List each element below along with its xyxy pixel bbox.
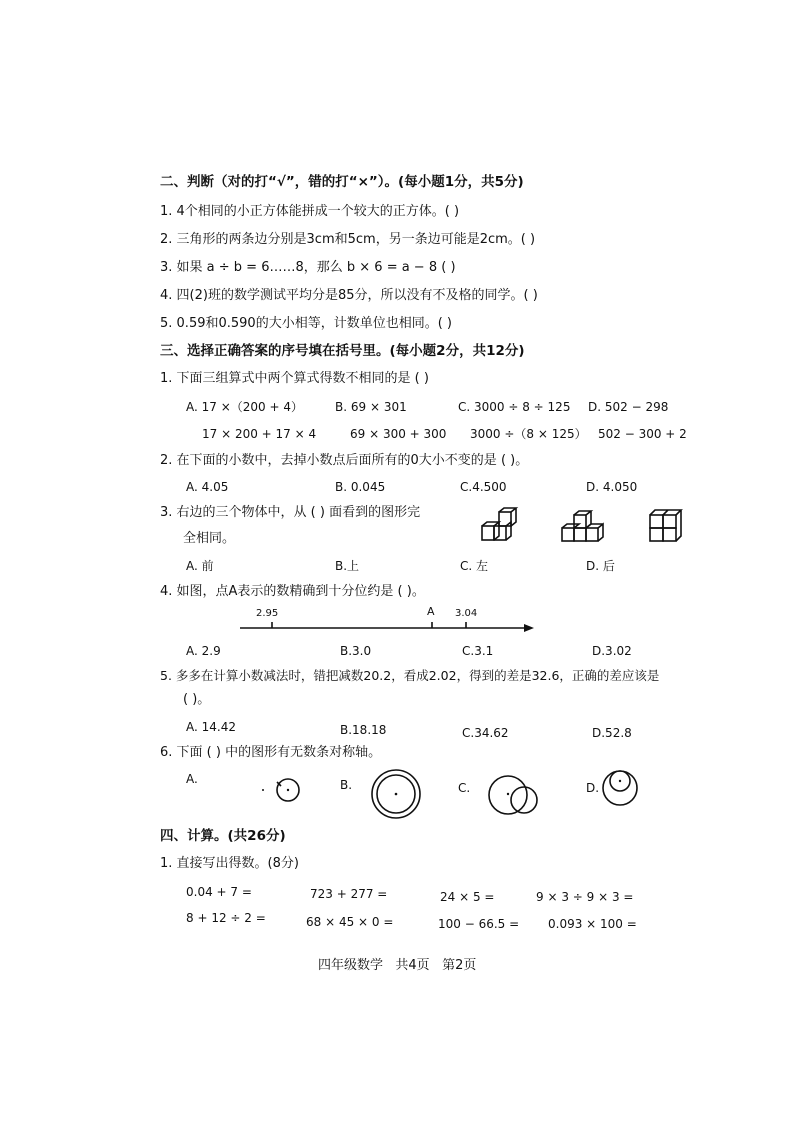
- judge-item-1: 1. 4个相同的小正方体能拼成一个较大的正方体。( ): [160, 204, 460, 219]
- q3-option-d: D. 后: [586, 559, 615, 573]
- q6-option-d-label: D.: [586, 781, 600, 795]
- choice-q3-stem-line2: 全相同。: [183, 531, 236, 546]
- q1-option-c-line2: 3000 ÷（8 × 125）: [470, 427, 587, 441]
- choice-q5-stem-line2: ( )。: [183, 692, 211, 707]
- judge-item-5: 5. 0.59和0.590的大小相等，计数单位也相同。( ): [160, 316, 452, 331]
- calc-row1-4: 9 × 3 ÷ 9 × 3 =: [536, 890, 634, 904]
- q6-figure-c: [484, 772, 544, 818]
- calc-row2-2: 68 × 45 × 0 =: [306, 915, 394, 929]
- page-footer: 四年级数学 共4页 第2页: [318, 958, 477, 973]
- choice-q2-stem: 2. 在下面的小数中，去掉小数点后面所有的0大小不变的是 ( )。: [160, 453, 529, 468]
- choice-q3-stem-line1: 3. 右边的三个物体中，从 ( ) 面看到的图形完: [160, 505, 421, 520]
- q6-figure-d: [600, 766, 646, 812]
- calc-row1-3: 24 × 5 =: [440, 890, 495, 904]
- q4-option-b: B.3.0: [340, 644, 372, 658]
- q1-option-a-line1: A. 17 ×（200 + 4）: [186, 400, 303, 414]
- section4-title: 四、计算。(共26分): [160, 828, 286, 844]
- q3-option-a: A. 前: [186, 559, 214, 573]
- judge-item-2: 2. 三角形的两条边分别是3cm和5cm，另一条边可能是2cm。( ): [160, 232, 536, 247]
- q5-option-d: D.52.8: [592, 726, 632, 740]
- q6-option-a-label: A.: [186, 772, 198, 786]
- section4-sub1: 1. 直接写出得数。(8分): [160, 856, 299, 871]
- cube-stack-1-figure: [478, 506, 524, 546]
- q5-option-a: A. 14.42: [186, 720, 236, 734]
- calc-row2-3: 100 − 66.5 =: [438, 917, 520, 931]
- q1-option-c-line1: C. 3000 ÷ 8 ÷ 125: [458, 400, 571, 414]
- cube-stack-3-figure: [646, 506, 696, 546]
- judge-item-4: 4. 四(2)班的数学测试平均分是85分，所以没有不及格的同学。( ): [160, 288, 538, 303]
- q6-option-b-label: B.: [340, 778, 353, 792]
- number-line-arrow: [524, 624, 534, 632]
- number-line-label-right: 3.04: [455, 608, 478, 619]
- q6-figure-a: [255, 770, 305, 810]
- cube-stack-2-figure: [558, 506, 614, 546]
- q2-option-a: A. 4.05: [186, 480, 229, 494]
- number-line: [238, 620, 538, 636]
- q4-option-c: C.3.1: [462, 644, 494, 658]
- section3-title: 三、选择正确答案的序号填在括号里。(每小题2分，共12分): [160, 343, 525, 359]
- calc-row2-1: 8 + 12 ÷ 2 =: [186, 911, 266, 925]
- q1-option-b-line2: 69 × 300 + 300: [350, 427, 447, 441]
- choice-q1-stem: 1. 下面三组算式中两个算式得数不相同的是 ( ): [160, 371, 429, 386]
- number-line-label-left: 2.95: [256, 608, 279, 619]
- calc-row2-4: 0.093 × 100 =: [548, 917, 637, 931]
- q5-option-b: B.18.18: [340, 723, 387, 737]
- q5-option-c: C.34.62: [462, 726, 509, 740]
- q2-option-c: C.4.500: [460, 480, 507, 494]
- q2-option-d: D. 4.050: [586, 480, 638, 494]
- q4-option-d: D.3.02: [592, 644, 632, 658]
- q1-option-b-line1: B. 69 × 301: [335, 400, 407, 414]
- q6-figure-b: [368, 766, 424, 822]
- section2-title: 二、判断（对的打“√”，错的打“×”）。(每小题1分，共5分): [160, 174, 524, 190]
- choice-q5-stem-line1: 5. 多多在计算小数减法时，错把减数20.2，看成2.02，得到的差是32.6，正确的差应该是: [160, 668, 660, 683]
- q1-option-a-line2: 17 × 200 + 17 × 4: [202, 427, 317, 441]
- q3-option-c: C. 左: [460, 559, 489, 573]
- calc-row1-1: 0.04 + 7 =: [186, 885, 252, 899]
- number-line-point-a-label: A: [427, 605, 435, 618]
- q6-option-c-label: C.: [458, 781, 471, 795]
- calc-row1-2: 723 + 277 =: [310, 887, 388, 901]
- judge-item-3: 3. 如果 a ÷ b = 6……8，那么 b × 6 = a − 8 ( ): [160, 260, 456, 275]
- choice-q6-stem: 6. 下面 ( ) 中的图形有无数条对称轴。: [160, 745, 382, 760]
- q1-option-d-line2: 502 − 300 + 2: [598, 427, 687, 441]
- q1-option-d-line1: D. 502 − 298: [588, 400, 669, 414]
- q2-option-b: B. 0.045: [335, 480, 386, 494]
- choice-q4-stem: 4. 如图，点A表示的数精确到十分位约是 ( )。: [160, 584, 425, 599]
- q4-option-a: A. 2.9: [186, 644, 221, 658]
- q3-option-b: B.上: [335, 559, 360, 573]
